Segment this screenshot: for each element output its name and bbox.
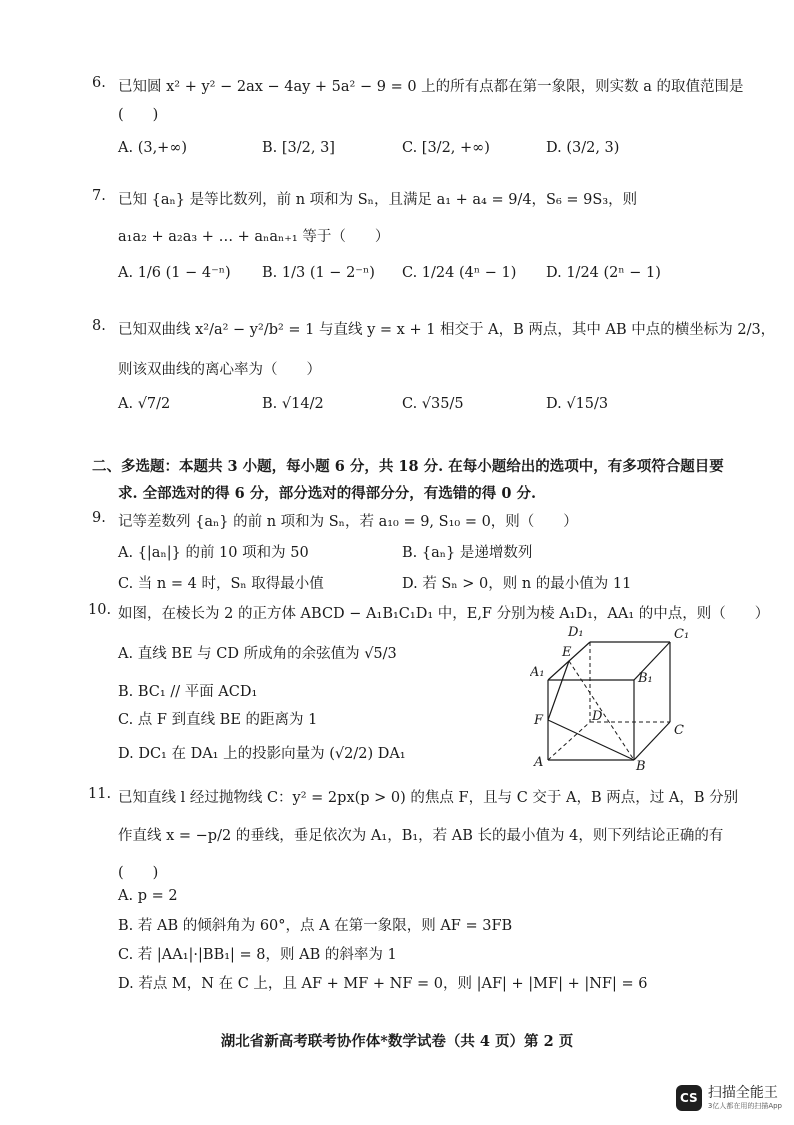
q11-number: 11. (88, 786, 112, 802)
label-c1: C₁ (674, 627, 690, 642)
q10-number: 10. (88, 602, 112, 618)
q10-option-a: A. 直线 BE 与 CD 所成角的余弦值为 √5/3 (118, 646, 397, 662)
q11-option-d: D. 若点 M，N 在 C 上，且 AF + MF + NF = 0，则 |AF| + |MF| + |NF| = 6 (118, 976, 648, 992)
q11-option-b: B. 若 AB 的倾斜角为 60°，点 A 在第一象限，则 AF = 3FB (118, 918, 513, 934)
label-b: B (636, 759, 646, 770)
q8-stem2: 则该双曲线的离心率为（ ） (118, 362, 321, 378)
q11-option-a: A. p = 2 (118, 888, 178, 904)
q8-number: 8. (92, 318, 106, 334)
scanner-watermark (676, 1085, 782, 1111)
q9-number: 9. (92, 510, 106, 526)
label-f: F (534, 713, 544, 728)
q11-stem2: 作直线 x = −p/2 的垂线，垂足依次为 A₁，B₁，若 AB 长的最小值为 4，则下列结论正确的有 (118, 828, 724, 844)
label-d1: D₁ (568, 625, 584, 640)
q7-stem2: a₁a₂ + a₂a₃ + … + aₙaₙ₊₁ 等于（ ） (118, 229, 390, 245)
q10-option-b: B. BC₁ // 平面 ACD₁ (118, 684, 258, 700)
q7-number: 7. (92, 188, 106, 204)
q8-option-c: C. √35/5 (402, 396, 464, 412)
q8-option-a: A. √7/2 (118, 396, 171, 412)
cube-figure (530, 620, 700, 770)
q7-option-b: B. 1/3 (1 − 2⁻ⁿ) (262, 265, 375, 281)
q9-option-a: A. {|aₙ|} 的前 10 项和为 50 (118, 545, 309, 561)
q7-option-a: A. 1/6 (1 − 4⁻ⁿ) (118, 265, 231, 281)
camscanner-logo-icon: CS (676, 1085, 702, 1111)
label-e: E (562, 645, 572, 660)
q6-option-c: C. [3/2, +∞) (402, 140, 490, 156)
section2-heading-line2: 求. 全部选对的得 6 分，部分选对的得部分分，有选错的得 0 分. (118, 485, 537, 502)
q6-stem: 已知圆 x² + y² − 2ax − 4ay + 5a² − 9 = 0 上的所有点都在第一象限，则实数 a 的取值范围是 (118, 79, 744, 95)
q10-stem: 如图，在棱长为 2 的正方体 ABCD − A₁B₁C₁D₁ 中，E,F 分别为棱 A₁D₁，AA₁ 的中点，则（ ） (118, 606, 770, 622)
section2-heading-line1: 二、多选题：本题共 3 小题，每小题 6 分，共 18 分. 在每小题给出的选项中，有多项符合题目要 (92, 458, 724, 475)
q11-stem: 已知直线 l 经过抛物线 C：y² = 2px(p > 0) 的焦点 F，且与 C 交于 A，B 两点，过 A，B 分别 (118, 790, 739, 806)
q8-option-b: B. √14/2 (262, 396, 324, 412)
label-c: C (674, 723, 684, 738)
q6-option-d: D. (3/2, 3) (546, 140, 620, 156)
q7-stem: 已知 {aₙ} 是等比数列，前 n 项和为 Sₙ，且满足 a₁ + a₄ = 9/4，S₆ = 9S₃，则 (118, 192, 638, 208)
brand-tagline: 3亿人都在用的扫描App (707, 1102, 782, 1110)
q10-option-d: D. DC₁ 在 DA₁ 上的投影向量为 (√2/2) DA₁ (118, 746, 406, 762)
page-footer: 湖北省新高考联考协作体*数学试卷（共 4 页）第 2 页 (220, 1033, 574, 1050)
q9-option-c: C. 当 n = 4 时，Sₙ 取得最小值 (118, 576, 324, 592)
label-a1: A₁ (530, 665, 545, 680)
q9-option-b: B. {aₙ} 是递增数列 (402, 545, 533, 561)
edge-ad (548, 722, 590, 760)
label-a: A (534, 755, 544, 770)
q11-option-c: C. 若 |AA₁|·|BB₁| = 8，则 AB 的斜率为 1 (118, 947, 397, 963)
q9-option-d: D. 若 Sₙ > 0，则 n 的最小值为 11 (402, 576, 632, 592)
q7-option-d: D. 1/24 (2ⁿ − 1) (546, 265, 661, 281)
q7-option-c: C. 1/24 (4ⁿ − 1) (402, 265, 517, 281)
q11-paren: ( ) (118, 865, 159, 881)
q8-stem: 已知双曲线 x²/a² − y²/b² = 1 与直线 y = x + 1 相交于 A，B 两点，其中 AB 中点的横坐标为 2/3， (118, 322, 776, 338)
q8-option-d: D. √15/3 (546, 396, 609, 412)
brand-name: 扫描全能王 (707, 1085, 778, 1101)
q6-paren: ( ) (118, 107, 159, 123)
q6-number: 6. (92, 75, 106, 91)
label-d: D (592, 709, 603, 724)
edge-bc (634, 722, 670, 760)
q9-stem: 记等差数列 {aₙ} 的前 n 项和为 Sₙ，若 a₁₀ = 9, S₁₀ = 0，则（ ） (118, 514, 578, 530)
q10-option-c: C. 点 F 到直线 BE 的距离为 1 (118, 712, 318, 728)
label-b1: B₁ (638, 671, 653, 686)
q6-option-b: B. [3/2, 3] (262, 140, 335, 156)
q6-option-a: A. (3,+∞) (118, 140, 188, 156)
